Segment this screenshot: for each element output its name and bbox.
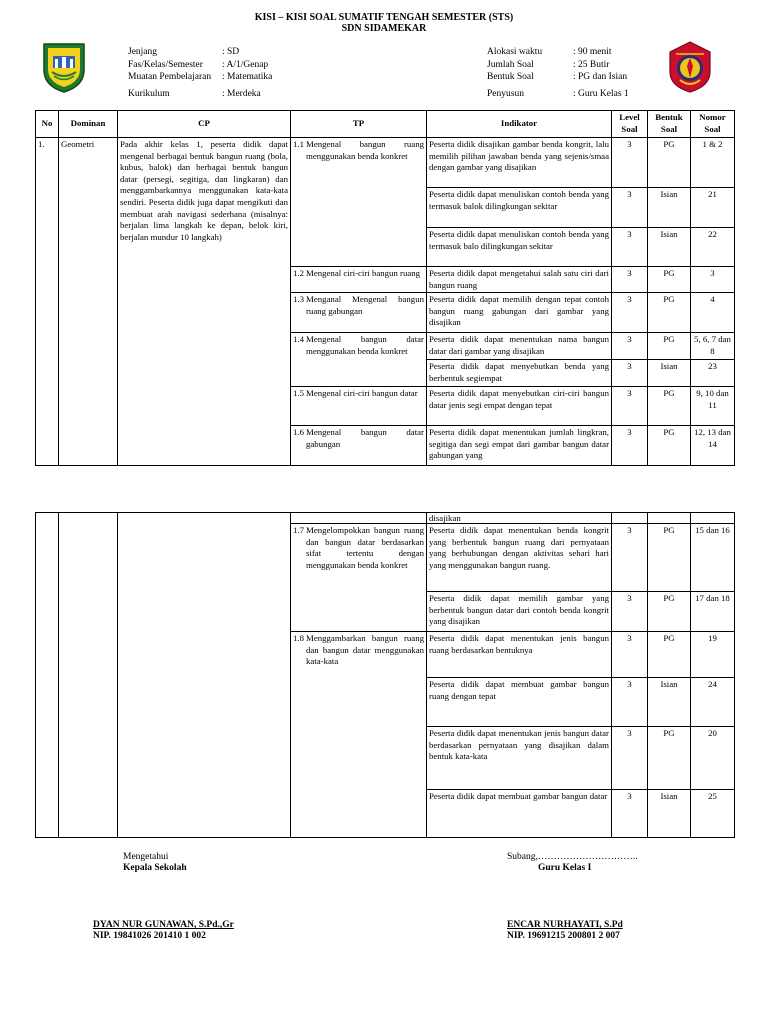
meta-value: : 90 menit [573, 47, 612, 57]
nomor-cell: 21 [691, 188, 735, 228]
indikator-cell: Peserta didik dapat menentukan jenis bangun ruang berdasarkan bentuknya [427, 632, 612, 678]
meta-label: Jenjang [128, 47, 158, 57]
school-name: SDN SIDAMEKAR [341, 23, 427, 34]
district-emblem-logo [40, 40, 88, 94]
indikator-cell: Peserta didik dapat menentukan nama bangun datar dari gambar yang disajikan [427, 333, 612, 360]
tp-text: Mengelompokkan bangun ruang dan bangun datar berdasarkan sifat tertentu dengan menggunakan benda konkret [306, 525, 424, 570]
signature-name: ENCAR NURHAYATI, S.Pd [507, 920, 623, 930]
indikator-cell: Peserta didik dapat memilih gambar yang berbentuk bangun datar dari contoh benda kongrit yang disajikan [427, 592, 612, 632]
indikator-cell: Peserta didik dapat menentukan jenis bangun datar berdasarkan pernyataan yang disajikan dalam bentuk kata-kata [427, 727, 612, 790]
level-cell: 3 [612, 293, 648, 333]
cp-cell: Pada akhir kelas 1, peserta didik dapat mengenal berbagai bentuk bangun ruang (bola, kubus, balok) dan berbagai bentuk bangun datar (persegi, segitiga, dan lingkaran) dan menggambarkannya menggunakan kata-kata sendiri. Peserta didik juga dapat mengikuti dan membuat arah navigasi sederhana (misalnya: berjalan lima langkah ke depan, belok kiri, berjalan mundur 10 langkah) [118, 138, 291, 466]
indikator-cell: Peserta didik dapat memilih dengan tepat contoh bangun ruang gabungan dari gambar yang disajikan [427, 293, 612, 333]
indikator-cell: Peserta didik disajikan gambar benda kongrit, lalu memilih pilihan jawaban benda yang sejenis/smaa dengan gambar yang disajikan [427, 138, 612, 188]
bentuk-cell: PG [648, 293, 691, 333]
level-cell: 3 [612, 632, 648, 678]
level-cell: 3 [612, 387, 648, 426]
tp-text: Mengenal bangun datar menggunakan benda konkret [306, 334, 424, 356]
bentuk-cell: Isian [648, 678, 691, 727]
nomor-cell: 17 dan 18 [691, 592, 735, 632]
meta-label: Jumlah Soal [487, 59, 534, 70]
nomor-cell [691, 513, 735, 524]
kisi-table-page-1 [35, 110, 735, 466]
nomor-cell: 4 [691, 293, 735, 333]
bentuk-cell: PG [648, 267, 691, 293]
tp-text: Mengenal bangun ruang menggunakan benda konkret [306, 139, 424, 161]
table-row [36, 138, 735, 188]
bentuk-cell: PG [648, 524, 691, 592]
nomor-cell: 15 dan 16 [691, 524, 735, 592]
indikator-cell: Peserta didik dapat menyebutkan ciri-ciri bangun datar jenis segi empat dengan tepat [427, 387, 612, 426]
nomor-cell: 22 [691, 228, 735, 267]
tp-cell [291, 387, 427, 426]
indikator-cell: Peserta didik dapat menyebutkan benda yang berbentuk segiempat [427, 360, 612, 387]
kisi-table-page-2 [35, 512, 735, 838]
meta-label: Muatan Pembelajaran [128, 72, 212, 82]
row-number [36, 513, 59, 838]
col-header-no: No [36, 111, 59, 138]
tp-number: 1.7 [293, 525, 304, 535]
tp-number: 1.8 [293, 633, 304, 643]
meta-label: Fas/Kelas/Semester [128, 59, 203, 70]
signature-place-date: Subang,………………………….. [507, 852, 638, 862]
nomor-cell: 1 & 2 [691, 138, 735, 188]
level-cell: 3 [612, 592, 648, 632]
dominan-cell: Geometri [59, 138, 118, 466]
indikator-cell: disajikan [427, 513, 612, 524]
signature-left-name-block [93, 920, 234, 942]
col-header-indikator: Indikator [427, 111, 612, 138]
indikator-cell: Peserta didik dapat mengetahui salah satu ciri dari bangun ruang [427, 267, 612, 293]
signature-right [507, 852, 638, 874]
dominan-cell [59, 513, 118, 838]
meta-left [128, 46, 272, 100]
meta-label: Kurikulum [128, 88, 170, 99]
nomor-cell: 24 [691, 678, 735, 727]
level-cell [612, 513, 648, 524]
level-cell: 3 [612, 678, 648, 727]
tp-number: 1.4 [293, 334, 304, 345]
indikator-cell: Peserta didik dapat menuliskan contoh benda yang termasuk balok dilingkungan sekitar [427, 188, 612, 228]
bentuk-cell: Isian [648, 228, 691, 267]
bentuk-cell: PG [648, 592, 691, 632]
tp-number: 1.3 [293, 294, 304, 305]
tp-number: 1.2 [293, 268, 304, 278]
nomor-cell: 9, 10 dan 11 [691, 387, 735, 426]
cp-cell [118, 513, 291, 838]
nomor-cell: 19 [691, 632, 735, 678]
indikator-cell: Peserta didik dapat membuat gambar bangun datar [427, 790, 612, 838]
meta-value: : SD [222, 47, 240, 57]
bentuk-cell [648, 513, 691, 524]
signature-caption: Mengetahui [123, 852, 169, 862]
col-header-level: Level Soal [612, 111, 648, 138]
signature-left [123, 852, 187, 874]
tp-cell [291, 293, 427, 333]
nomor-cell: 5, 6, 7 dan 8 [691, 333, 735, 360]
level-cell: 3 [612, 524, 648, 592]
level-cell: 3 [612, 228, 648, 267]
meta-value: : Guru Kelas 1 [573, 88, 629, 99]
level-cell: 3 [612, 188, 648, 228]
col-header-tp: TP [291, 111, 427, 138]
col-header-nomor: Nomor Soal [691, 111, 735, 138]
meta-label: Penyusun [487, 88, 524, 99]
tp-text: Mengenal bangun datar gabungan [306, 427, 424, 449]
level-cell: 3 [612, 426, 648, 466]
row-number: 1. [36, 138, 59, 466]
indikator-cell: Peserta didik dapat membuat gambar bangun ruang dengan tepat [427, 678, 612, 727]
table-row [36, 513, 735, 524]
tp-cell [291, 426, 427, 466]
tp-number: 1.1 [293, 139, 304, 149]
meta-value: : PG dan Isian [573, 72, 628, 82]
tp-number: 1.5 [293, 388, 304, 399]
nomor-cell: 20 [691, 727, 735, 790]
nomor-cell: 23 [691, 360, 735, 387]
bentuk-cell: Isian [648, 790, 691, 838]
meta-value: : A/1/Genap [222, 59, 269, 70]
col-header-dominan: Dominan [59, 111, 118, 138]
nomor-cell: 12, 13 dan 14 [691, 426, 735, 466]
bentuk-cell: Isian [648, 360, 691, 387]
level-cell: 3 [612, 267, 648, 293]
level-cell: 3 [612, 360, 648, 387]
bentuk-cell: Isian [648, 188, 691, 228]
meta-label: Alokasi waktu [487, 47, 543, 57]
col-header-bentuk: Bentuk Soal [648, 111, 691, 138]
level-cell: 3 [612, 790, 648, 838]
indikator-cell: Peserta didik dapat menuliskan contoh benda yang termasuk balo dilingkungan sekitar [427, 228, 612, 267]
col-header-cp: CP [118, 111, 291, 138]
meta-value: : 25 Butir [573, 59, 610, 70]
signature-role: Guru Kelas I [538, 863, 592, 873]
level-cell: 3 [612, 333, 648, 360]
tp-cell [291, 333, 427, 387]
meta-label: Bentuk Soal [487, 72, 534, 82]
signature-nip: NIP. 19841026 201410 1 002 [93, 931, 206, 941]
bentuk-cell: PG [648, 727, 691, 790]
tp-number: 1.6 [293, 427, 304, 438]
bentuk-cell: PG [648, 387, 691, 426]
tp-cell [291, 524, 427, 632]
indikator-cell: Peserta didik dapat menentukan jumlah lingkran, segitiga dan segi empat dari gambar bangun datar gabungan yang [427, 426, 612, 466]
tp-text: Menganal Mengenal bangun ruang gabungan [306, 294, 424, 316]
level-cell: 3 [612, 138, 648, 188]
bentuk-cell: PG [648, 426, 691, 466]
tp-text: Mengenal ciri-ciri bangun datar [306, 388, 418, 399]
meta-right [487, 46, 629, 100]
meta-value: : Matematika [222, 72, 273, 82]
tp-cell [291, 632, 427, 838]
nomor-cell: 25 [691, 790, 735, 838]
tp-cell [291, 267, 427, 293]
tp-cell [291, 513, 427, 524]
bentuk-cell: PG [648, 138, 691, 188]
tp-text: Mengenal ciri-ciri bangun ruang [306, 268, 421, 278]
signature-name: DYAN NUR GUNAWAN, S.Pd.,Gr [93, 920, 234, 930]
nomor-cell: 3 [691, 267, 735, 293]
signature-right-name-block [507, 920, 623, 942]
tp-cell [291, 138, 427, 267]
indikator-cell: Peserta didik dapat menentukan benda kongrit yang berbentuk bangun ruang dari pernyataan yang berhubungan dengan aktivitas sehari hari yang menggunakan bangun ruang. [427, 524, 612, 592]
bentuk-cell: PG [648, 333, 691, 360]
signature-nip: NIP. 19691215 200801 2 007 [507, 931, 620, 941]
level-cell: 3 [612, 727, 648, 790]
tp-text: Menggambarkan bangun ruang dan bangun datar menggunakan kata-kata [306, 633, 424, 667]
document-title: KISI – KISI SOAL SUMATIF TENGAH SEMESTER (STS) [254, 12, 514, 23]
school-emblem-logo [666, 40, 714, 94]
signature-role: Kepala Sekolah [123, 863, 187, 873]
meta-value: : Merdeka [222, 88, 261, 99]
bentuk-cell: PG [648, 632, 691, 678]
